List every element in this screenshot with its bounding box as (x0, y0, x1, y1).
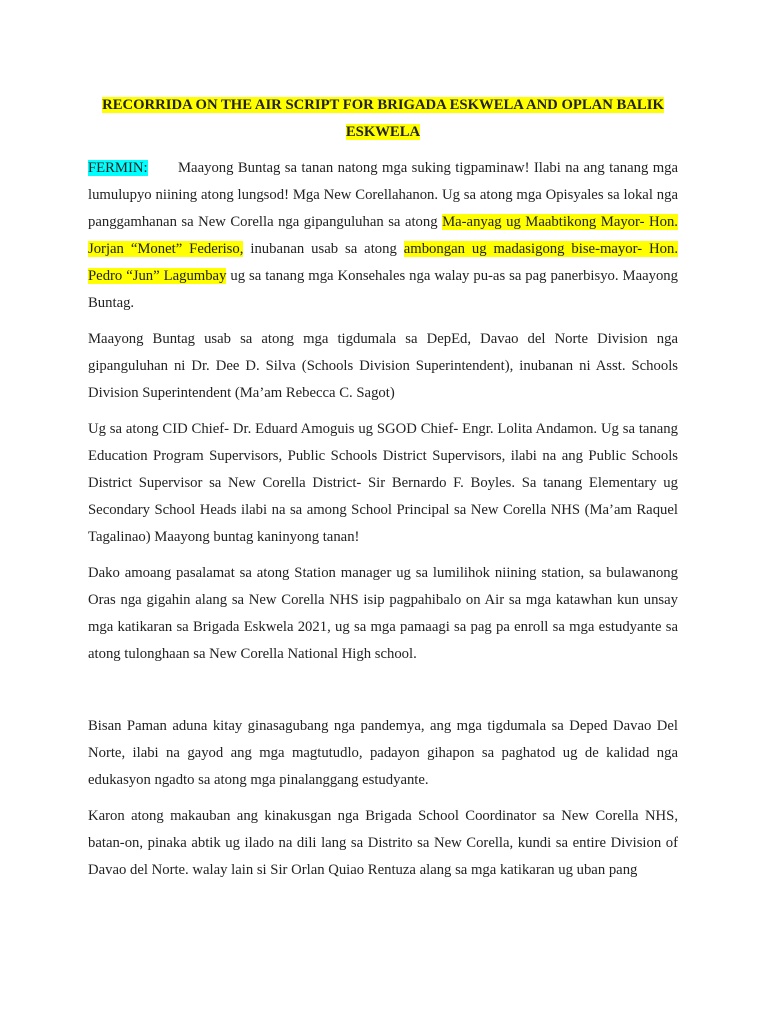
document-title: RECORRIDA ON THE AIR SCRIPT FOR BRIGADA ESKWELA AND OPLAN BALIK ESKWELA (102, 97, 664, 140)
blank-line (88, 677, 678, 704)
paragraph-deped: Maayong Buntag usab sa atong mga tigdumala sa DepEd, Davao del Norte Division nga gipanguluhan ni Dr. Dee D. Silva (Schools Division Superintendent), inubanan ni Asst. Schools Division Superintendent (Ma’am Rebecca C. Sagot) (88, 331, 678, 401)
paragraph-thanks: Dako amoang pasalamat sa atong Station manager ug sa lumilihok niining station, sa bulawanong Oras nga gigahin alang sa New Corella NHS isip pagpahibalo on Air sa mga katawhan kun unsay mga katikaran sa Brigada Eskwela 2021, ug sa mga pamaagi sa pag pa enroll sa mga estudyante sa atong tulonghaan sa New Corella National High school. (88, 565, 678, 662)
highlight-mayor: Ma-anyag ug Maabtikong Mayor- Hon. Jorjan “Monet” Federiso, (88, 214, 678, 257)
paragraph-coordinator: Karon atong makauban ang kinakusgan nga Brigada School Coordinator sa New Corella NHS, batan-on, pinaka abtik ug ilado na dili lang sa Distrito sa New Corella, kundi sa entire Division of Davao del Norte. walay lain si Sir Orlan Quiao Rentuza alang sa mga katikaran ug uban pang (88, 808, 678, 878)
paragraph-chiefs: Ug sa atong CID Chief- Dr. Eduard Amoguis ug SGOD Chief- Engr. Lolita Andamon. Ug sa tanang Education Program Supervisors, Public Schools District Supervisors, ilabi na ang Public Schools District Supervisor sa New Corella District- Sir Bernardo F. Boyles. Sa tanang Elementary ug Secondary School Heads ilabi na sa among School Principal sa New Corella NHS (Ma’am Raquel Tagalinao) Maayong buntag kaninyong tanan! (88, 421, 678, 545)
document-page (88, 92, 678, 893)
highlight-vice-mayor: ambongan ug madasigong bise-mayor- Hon. Pedro “Jun” Lagumbay (88, 241, 678, 284)
paragraph-pandemic: Bisan Paman aduna kitay ginasagubang nga pandemya, ang mga tigdumala sa Deped Davao Del Norte, ilabi na gayod ang mga magtutudlo, padayon gihapon sa paghatod ug de kalidad nga edukasyon ngadto sa atong mga pinalanggang estudyante. (88, 718, 678, 788)
paragraph-greeting: FERMIN: Maayong Buntag sa tanan natong mga suking tigpaminaw! Ilabi na ang tanang mga lumulupyo niining atong lungsod! Mga New Corellahanon. Ug sa atong mga Opisyales sa lokal nga panggamhanan sa New Corella nga gipanguluhan sa atong Ma-anyag ug Maabtikong Mayor- Hon. Jorjan “Monet” Federiso, inubanan usab sa atong ambongan ug madasigong bise-mayor- Hon. Pedro “Jun” Lagumbay ug sa tanang mga Konsehales nga walay pu-as sa pag panerbisyo. Maayong Buntag. (88, 155, 678, 317)
speaker-label: FERMIN: (88, 160, 148, 176)
